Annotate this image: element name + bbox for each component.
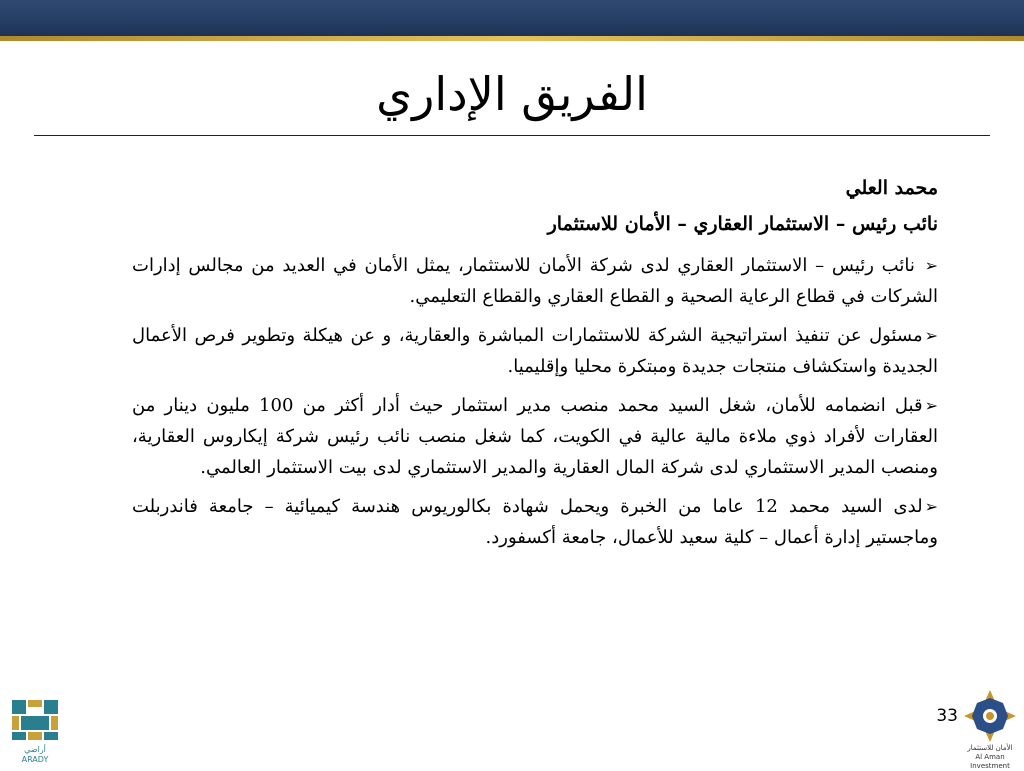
bullet-text: قبل انضمامه للأمان، شغل السيد محمد منصب مدير استثمار حيث أدار أكثر من 100 مليون دينار من العقارات لأفراد ذوي ملاءة مالية عالية في الكويت، كما شغل منصب نائب رئيس شركة إيكاروس العقارية، ومنصب المدير الاستثماري لدى شركة المال العقارية والمدير الاستثماري لدى بيت الاستثمار العالمي. bbox=[132, 395, 938, 478]
bullet-item bbox=[82, 250, 938, 312]
al-aman-caption bbox=[960, 744, 1020, 771]
bullet-text: مسئول عن تنفيذ استراتيجية الشركة للاستثمارات المباشرة والعقارية، و عن هيكلة وتطوير فرص الأعمال الجديدة واستكشاف منتجات جديدة ومبتكرة محليا وإقليميا. bbox=[132, 325, 938, 377]
arady-caption bbox=[4, 745, 66, 765]
al-aman-caption-ar: الأمان للاستثمار bbox=[967, 744, 1013, 752]
bullet-item bbox=[82, 390, 938, 483]
arady-caption-ar: أراضي bbox=[24, 745, 46, 754]
arrow-bullet-icon: ➢ bbox=[924, 497, 938, 516]
bullet-item bbox=[82, 320, 938, 382]
slide-title: الفريق الإداري bbox=[376, 67, 648, 121]
al-aman-caption-en: Al Aman Investment bbox=[970, 753, 1010, 770]
arrow-bullet-icon: ➢ bbox=[924, 256, 938, 275]
arrow-bullet-icon: ➢ bbox=[924, 396, 938, 415]
arrow-bullet-icon: ➢ bbox=[924, 326, 938, 345]
person-name: محمد العلي bbox=[845, 177, 938, 199]
bullet-item bbox=[82, 491, 938, 553]
bullet-text: لدى السيد محمد 12 عاما من الخبرة ويحمل شهادة بكالوريوس هندسة كيميائية – جامعة فاندربلت وماجستير إدارة أعمال – كلية سعيد للأعمال، جامعة أكسفورد. bbox=[132, 496, 938, 548]
page-number: 33 bbox=[936, 706, 958, 726]
header-bar bbox=[0, 0, 1024, 40]
person-role: نائب رئيس – الاستثمار العقاري – الأمان للاستثمار bbox=[547, 213, 938, 235]
bullet-text: نائب رئيس – الاستثمار العقاري لدى شركة الأمان للاستثمار، يمثل الأمان في العديد من مجالس إدارات الشركات في قطاع الرعاية الصحية و القطاع العقاري والقطاع التعليمي. bbox=[132, 255, 938, 307]
arady-caption-en: ARADY bbox=[21, 755, 49, 764]
slide-content bbox=[82, 172, 938, 561]
title-divider bbox=[34, 135, 990, 136]
bullet-list bbox=[82, 250, 938, 553]
header-gold-stripe bbox=[0, 36, 1024, 41]
